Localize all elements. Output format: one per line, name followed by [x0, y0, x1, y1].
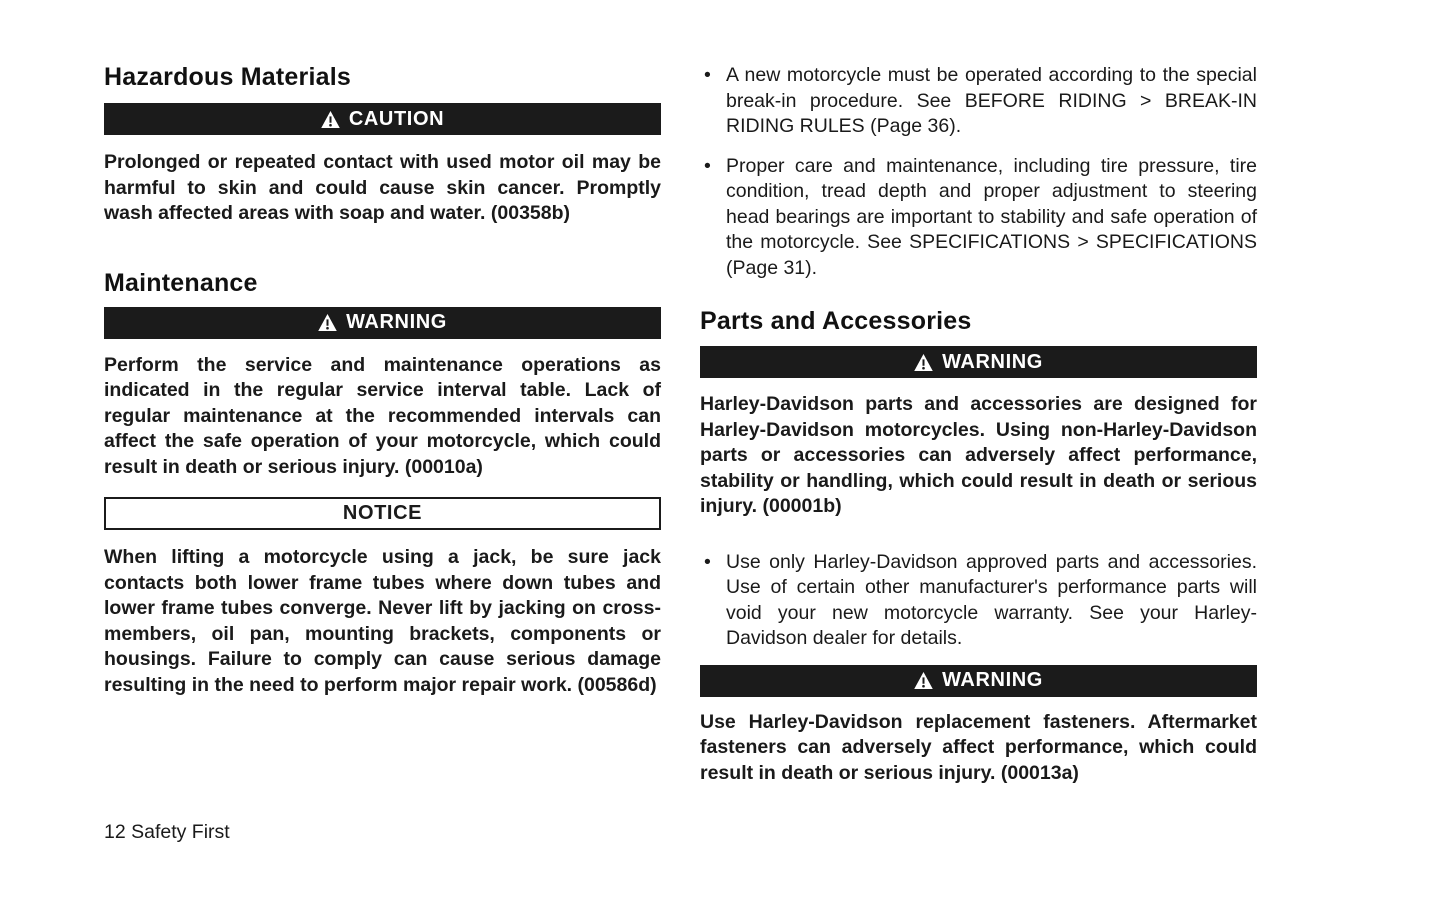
bullet-dot: • — [704, 154, 711, 177]
warning-banner-label: WARNING — [942, 350, 1043, 373]
warning-triangle-icon — [321, 111, 340, 128]
bullet-text: A new motorcycle must be operated according to the special break-in procedure. See BEFORE RIDING > BREAK-IN RIDING RULES (Page 36). — [726, 64, 1257, 137]
warning-banner-label: WARNING — [346, 311, 447, 333]
caution-banner-label: CAUTION — [348, 107, 445, 130]
caution-banner — [104, 103, 661, 135]
caution-paragraph: Prolonged or repeated contact with used motor oil may be harmful to skin and could cause skin cancer. Promptly wash affected areas with soap and water. (00358b) — [104, 151, 661, 224]
right-column — [700, 50, 1257, 786]
warning-triangle-icon — [914, 354, 933, 371]
warning-triangle-icon — [914, 672, 933, 689]
warning-paragraph-fasteners: Use Harley-Davidson replacement fasteners. Aftermarket fasteners can adversely affect performance, which could result in death or serious injury. (00013a) — [700, 710, 1257, 784]
warning-banner-label: WARNING — [942, 669, 1043, 691]
warning-banner-parts — [700, 346, 1257, 378]
page-footer-text: 12 Safety First — [104, 821, 230, 843]
warning-paragraph-parts: Harley-Davidson parts and accessories are designed for Harley-Davidson motorcycles. Using non-Harley-Davidson parts or accessories can adversely affect performance, stability or handling, which could result in death or serious injury. (00001b) — [700, 393, 1257, 517]
notice-banner-label: NOTICE — [342, 502, 423, 524]
bullet-text: Proper care and maintenance, including tire pressure, tire condition, tread depth and proper adjustment to steering head bearings are important to stability and safe operation of the motorcycle. See SPECIFICATIONS > SPECIFICATIONS (Page 31). — [726, 154, 1257, 279]
section-heading-parts-and-accessories: Parts and Accessories — [700, 307, 972, 335]
left-column — [104, 50, 661, 698]
bullet-dot: • — [704, 64, 711, 86]
warning-banner-fasteners — [700, 665, 1257, 697]
page-footer — [104, 820, 230, 845]
notice-paragraph: When lifting a motorcycle using a jack, be sure jack contacts both lower frame tubes where down tubes and lower frame tubes converge. Never lift by jacking on cross-members, oil pan, mounting brackets, components or housings. Failure to comply can cause serious damage resulting in the need to perform major repair work. (00586d) — [104, 546, 661, 696]
section-heading-maintenance: Maintenance — [104, 268, 258, 297]
bullet-item-proper-care — [700, 154, 1257, 282]
bullet-text: Use only Harley-Davidson approved parts and accessories. Use of certain other manufacturer's performance parts will void your new motorcycle warranty. See your Harley-Davidson dealer for details. — [726, 550, 1257, 649]
section-heading-hazardous-materials: Hazardous Materials — [104, 63, 351, 91]
warning-banner-maintenance — [104, 307, 661, 339]
warning-paragraph-maintenance: Perform the service and maintenance operations as indicated in the regular service interval table. Lack of regular maintenance at the recommended intervals can affect the safe operation of your motorcycle, which could result in death or serious injury. (00010a) — [104, 353, 661, 478]
warning-triangle-icon — [318, 314, 337, 331]
bullet-item-approved-parts — [700, 550, 1257, 652]
bullet-dot: • — [704, 550, 711, 573]
bullet-item-break-in — [700, 63, 1257, 140]
notice-banner — [104, 497, 661, 530]
